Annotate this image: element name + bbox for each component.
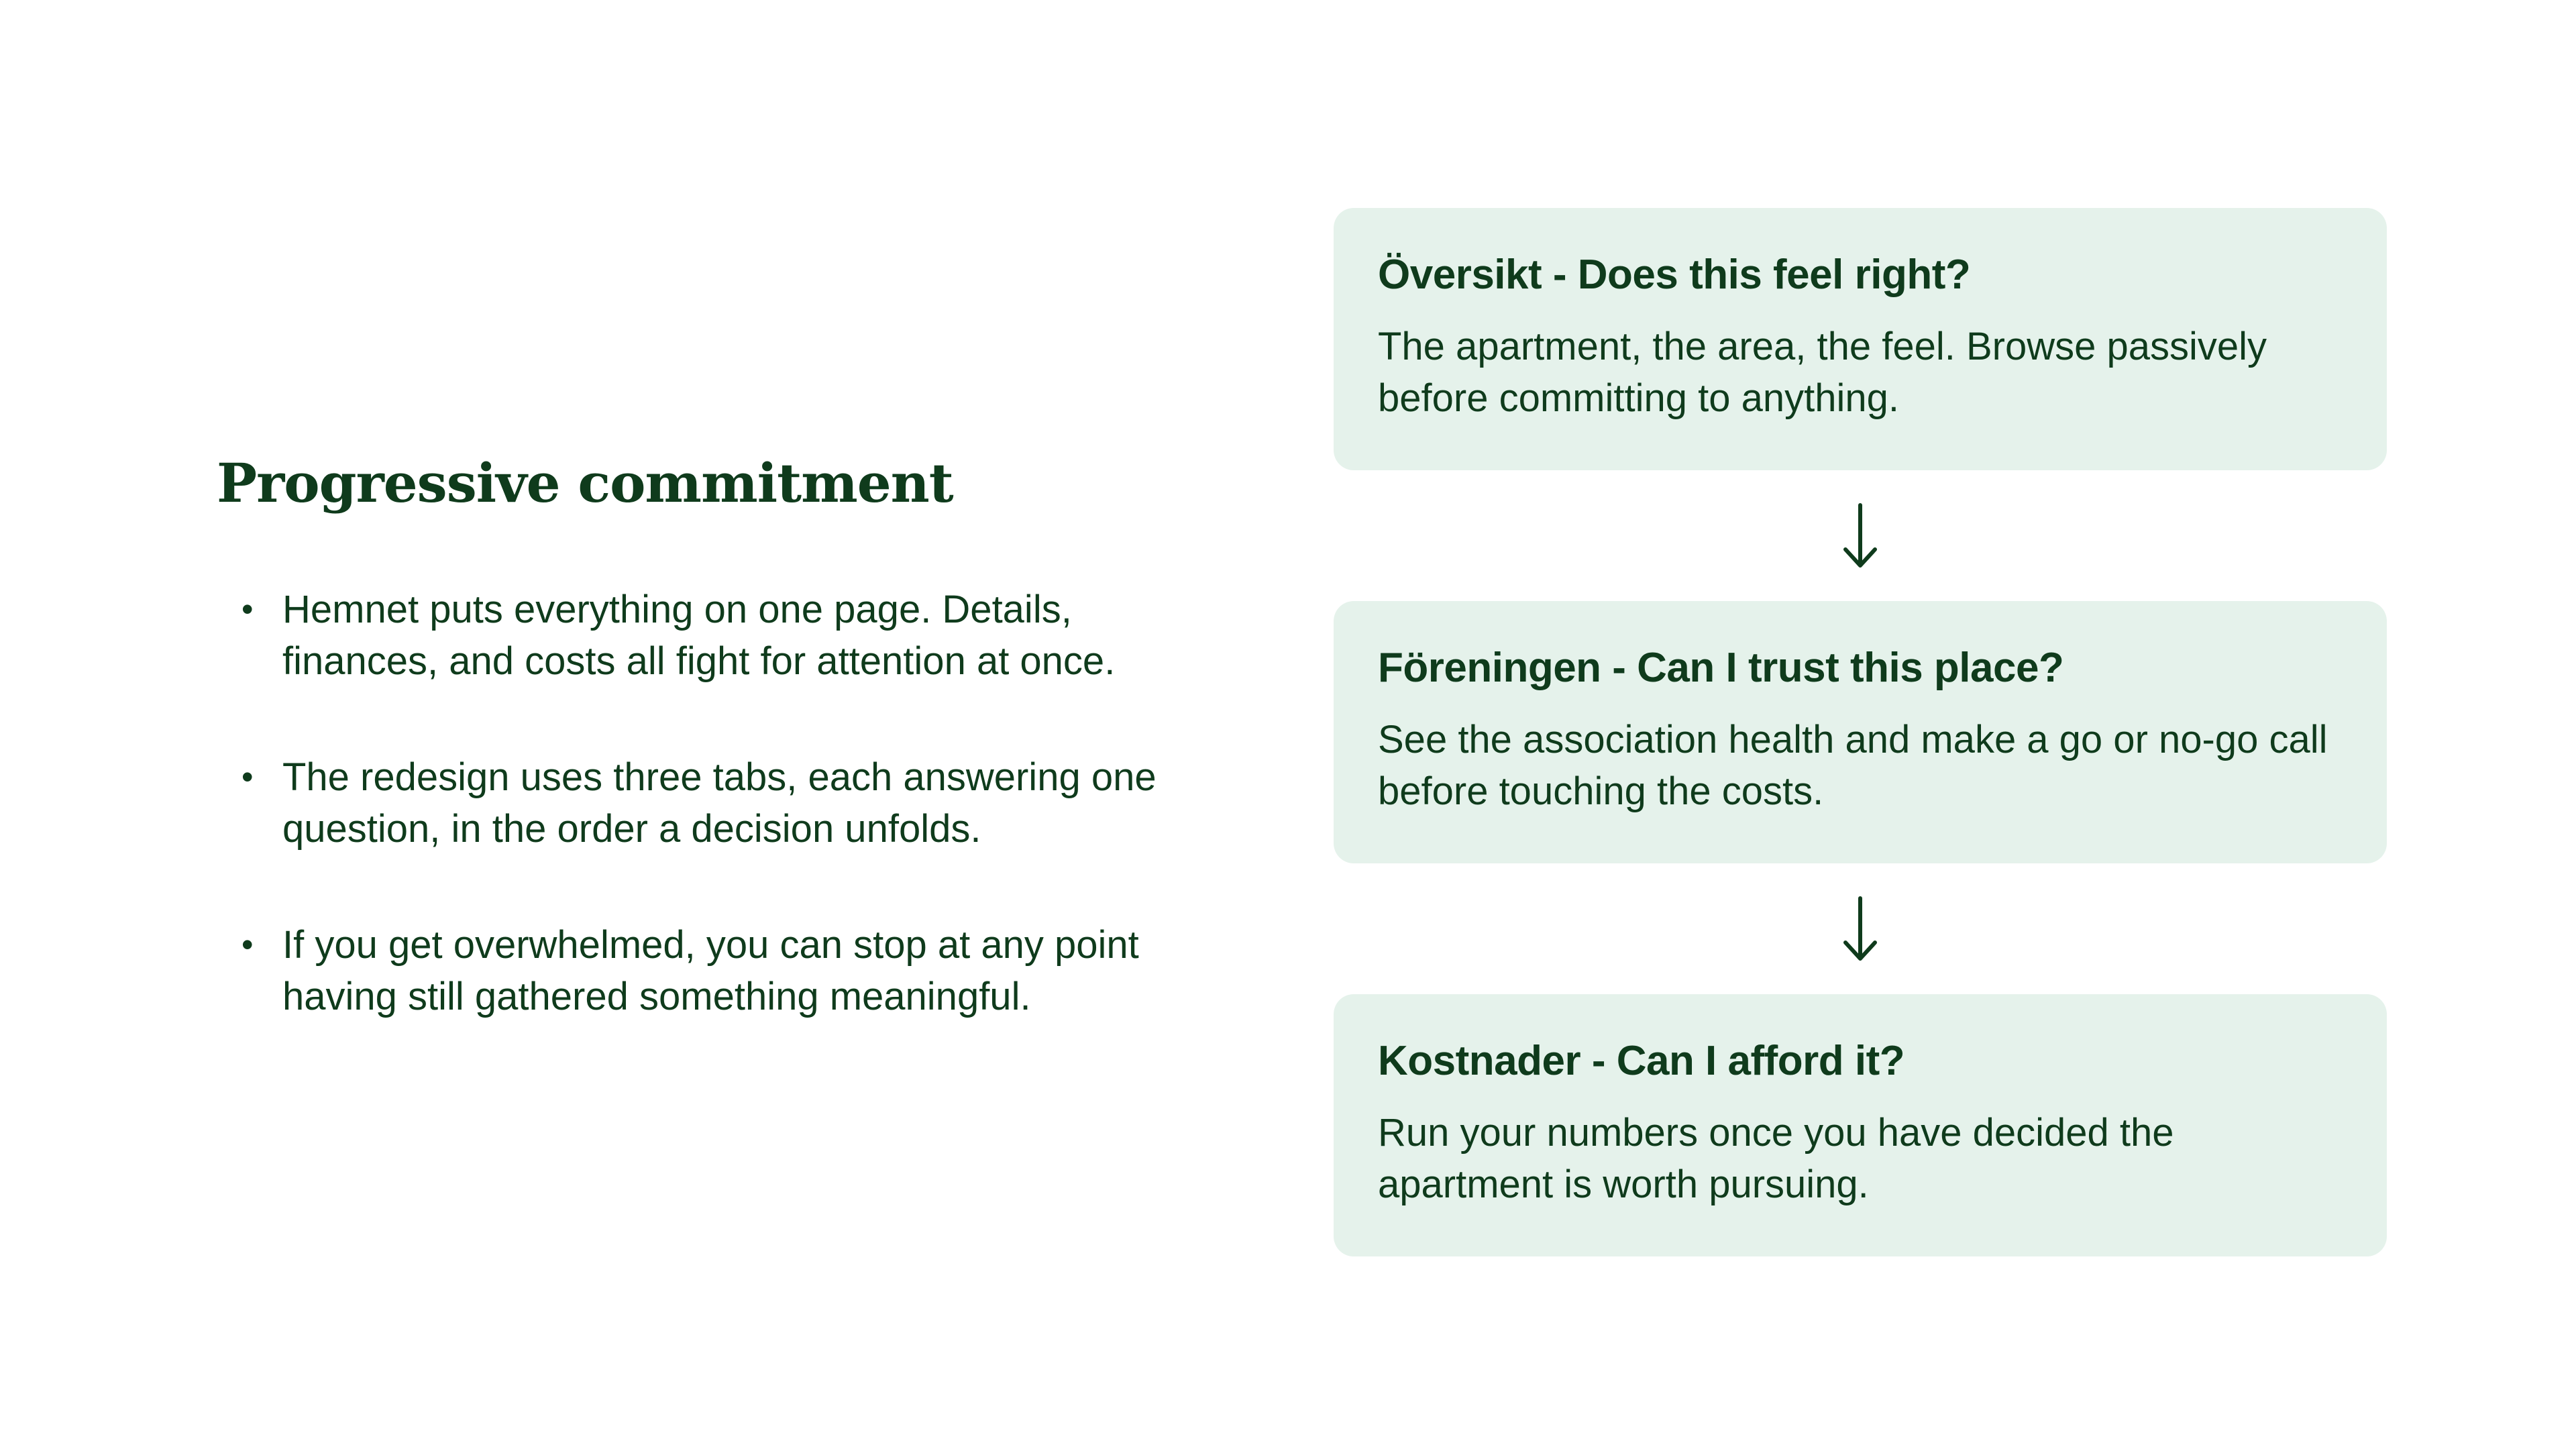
step-card-body: The apartment, the area, the feel. Browse passively before committing to anything. [1378, 325, 2267, 420]
step-card-oversikt [1334, 208, 2387, 470]
step-card-kostnader [1334, 994, 2387, 1256]
bullet-text: The redesign uses three tabs, each answering one question, in the order a decision unfolds. [282, 755, 1157, 851]
bullet-list [217, 584, 1223, 1022]
left-column [217, 449, 1223, 1087]
bullet-marker: • [241, 590, 254, 628]
step-card-title: Kostnader - Can I afford it? [1378, 1038, 1905, 1084]
bullet-text: Hemnet puts everything on one page. Details, finances, and costs all fight for attention at once. [282, 588, 1116, 683]
bullet-item [217, 751, 1223, 855]
bullet-marker: • [241, 758, 254, 796]
step-flow [1334, 208, 2387, 1256]
step-card-body: See the association health and make a go or no-go call before touching the costs. [1378, 718, 2328, 813]
bullet-text: If you get overwhelmed, you can stop at any point having still gathered something meaningful. [282, 923, 1139, 1018]
step-card-body: Run your numbers once you have decided the apartment is worth pursuing. [1378, 1111, 2174, 1206]
bullet-item [217, 584, 1223, 687]
arrow-down-icon [1334, 863, 2387, 994]
step-card-title: Översikt - Does this feel right? [1378, 252, 1971, 298]
step-card-title: Föreningen - Can I trust this place? [1378, 645, 2064, 691]
slide-title: Progressive commitment [217, 451, 953, 515]
bullet-marker: • [241, 926, 254, 963]
bullet-item [217, 919, 1223, 1022]
step-card-foreningen [1334, 601, 2387, 863]
arrow-down-icon [1334, 470, 2387, 601]
